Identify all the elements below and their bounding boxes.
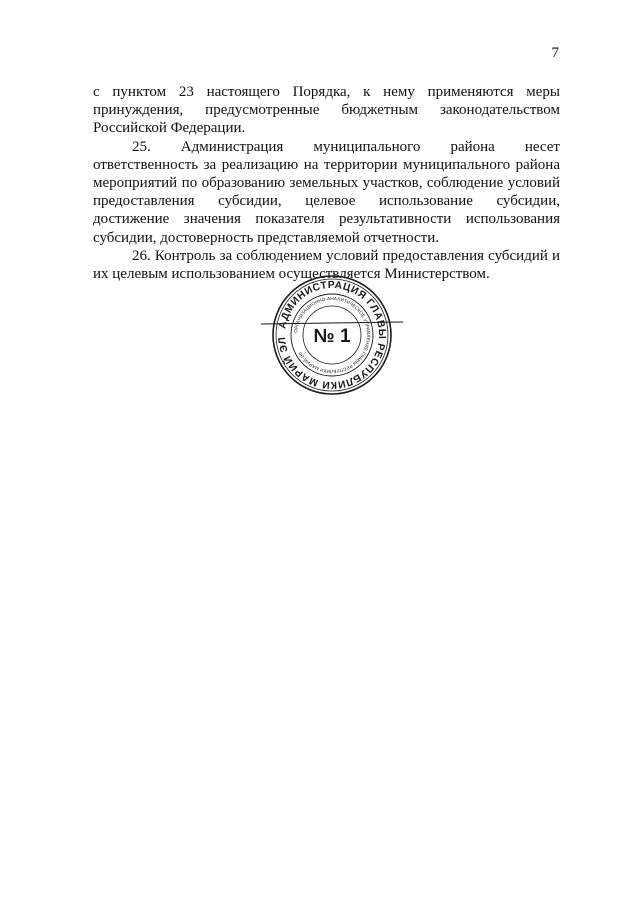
seal-inner-text: ОРГАНИЗАЦИОННО-АНАЛИТИЧЕСКОЕ УПРАВЛЕНИЕ ГЛАВЫ РЕСПУБЛИКИ МАРИЙ ЭЛ [293, 295, 372, 375]
paragraph-26: 26. Контроль за соблюдением условий предоставления субсидий и их целевым использованием осуществляется Министерством. [93, 247, 560, 283]
page-number: 7 [551, 45, 559, 61]
seal-number: № 1 [313, 326, 351, 347]
seal-stamp-icon [257, 272, 407, 402]
seal-outer-text: АДМИНИСТРАЦИЯ ГЛАВЫ РЕСПУБЛИКИ МАРИЙ ЭЛ [276, 279, 388, 391]
official-seal [257, 272, 407, 402]
paragraph-25: 25. Администрация муниципального района несет ответственность за реализацию на территории муниципального района мероприятий по образованию земельных участков, соблюдение условий предоставления субсидии, целевое использование субсидии, достижение значения показателя результативности использования субсидии, достоверность представляемой отчетности. [93, 138, 560, 246]
paragraph-continuation: с пунктом 23 настоящего Порядка, к нему применяются меры принуждения, предусмотренные бюджетным законодательством Российской Федерации. [93, 84, 560, 137]
document-body [93, 83, 560, 283]
